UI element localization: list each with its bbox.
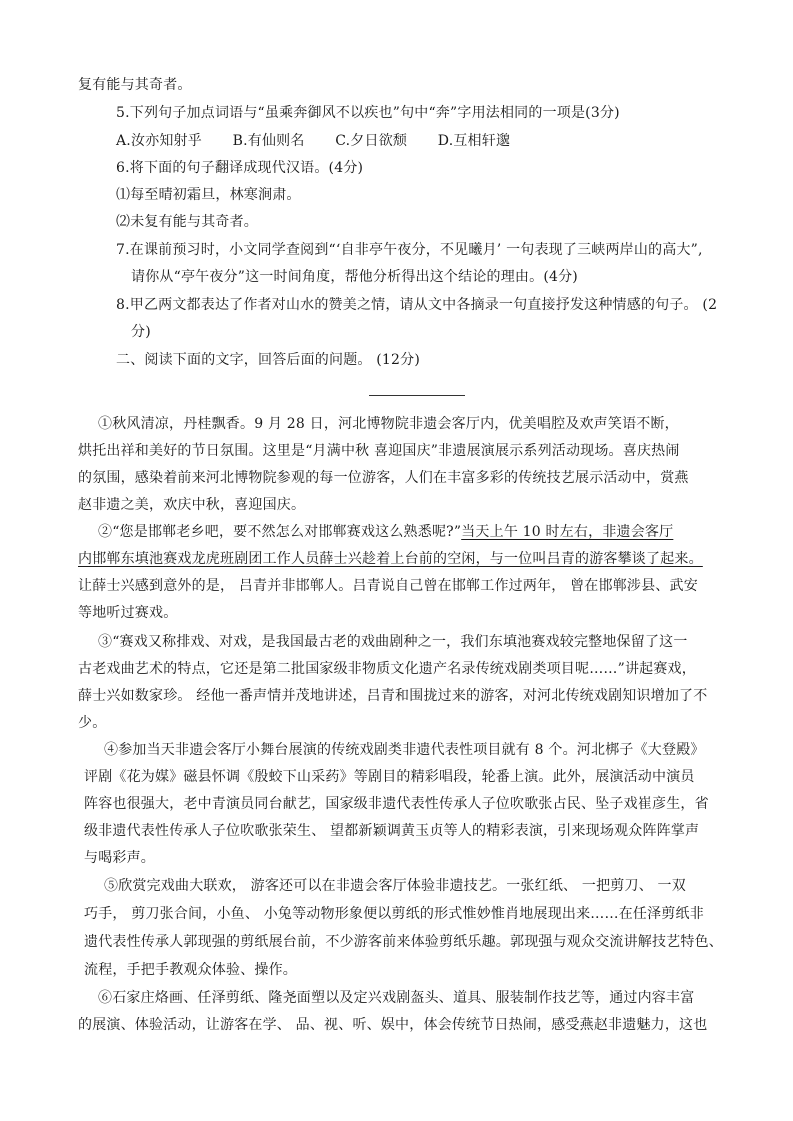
passage-p5-line-3: 遗代表性传承人郭现强的剪纸展台前，不少游客前来体验剪纸乐趣。郭现强与观众交流讲解技艺特色、 bbox=[84, 934, 723, 950]
title-blank-line bbox=[369, 395, 465, 396]
passage-p4-line-5: 与喝彩声。 bbox=[84, 850, 155, 866]
question-6: 6.将下面的句子翻译成现代汉语。(4分) bbox=[116, 160, 364, 176]
passage-p3-line-3: 薛士兴如数家珍。 经他一番声情并茂地讲述，吕青和围拢过来的游客，对河北传统戏剧知识增加了不 bbox=[78, 688, 708, 704]
p2-quote: ②“您是邯郸老乡吧，要不然怎么对邯郸赛戏这么熟悉呢?” bbox=[98, 524, 462, 540]
option-a: A.汝亦知射乎 bbox=[116, 133, 202, 149]
passage-p2-line-4: 等地听过赛戏。 bbox=[78, 605, 178, 621]
question-6-item-2: ⑵未复有能与其奇者。 bbox=[116, 214, 258, 230]
passage-p1-line-1: ①秋风清凉，丹桂飘香。9 月 28 日，河北博物院非遗会客厅内，优美唱腔及欢声笑语不断， bbox=[98, 416, 679, 432]
passage-p5-line-2: 巧手， 剪刀张合间，小鱼、 小兔等动物形象便以剪纸的形式惟妙惟肖地展现出来……在任泽剪纸非 bbox=[84, 906, 704, 922]
passage-p1-line-3: 的氛围，感染着前来河北博物院参观的每一位游客，人们在丰富多彩的传统技艺展示活动中，赏燕 bbox=[78, 470, 689, 486]
passage-p4-line-1: ④参加当天非遗会客厅小舞台展演的传统戏剧类非遗代表性项目就有 8 个。河北梆子《大登殿》 bbox=[104, 742, 705, 758]
question-6-item-1: ⑴每至晴初霜旦，林寒涧肃。 bbox=[116, 187, 301, 203]
passage-p4-line-2: 评剧《花为媒》磁县怀调《殷蛟下山采药》等剧目的精彩唱段，轮番上演。此外，展演活动中演员 bbox=[84, 769, 695, 785]
question-7-line-1: 7.在课前预习时，小文同学查阅到“‘自非亭午夜分，不见曦月’ 一句表现了三峡两岸山的高大”, bbox=[116, 242, 703, 258]
question-5-options bbox=[116, 131, 510, 151]
passage-p4-line-4: 级非遗代表性传承人子位吹歌张荣生、 望都新颖调黄玉贞等人的精彩表演，引来现场观众阵阵掌声 bbox=[84, 823, 700, 839]
continued-line: 复有能与其奇者。 bbox=[78, 77, 192, 93]
passage-p2-line-3: 让薛士兴感到意外的是， 吕青并非邯郸人。吕青说自己曾在邯郸工作过两年， 曾在邯郸涉县、武安 bbox=[78, 578, 698, 594]
passage-p2-underlined-b: 内邯郸东填池赛戏龙虎班剧团工作人员薛士兴趁着上台前的空闲，与一位叫吕青的游客攀谈了起来。 bbox=[78, 551, 703, 567]
passage-p5-line-1: ⑤欣赏完戏曲大联欢， 游客还可以在非遗会客厅体验非遗技艺。一张红纸、 一把剪刀、 一双 bbox=[104, 878, 686, 894]
passage-p6-line-2: 的展演、体验活动，让游客在学、 品、视、听、娱中，体会传统节日热闹，感受燕赵非遗魅力，这也 bbox=[78, 1017, 708, 1033]
passage-p5-line-4: 流程，手把手教观众体验、操作。 bbox=[84, 962, 297, 978]
passage-p1-line-4: 赵非遗之美，欢庆中秋，喜迎国庆。 bbox=[78, 497, 306, 513]
p2-underlined-a: 当天上午 10 时左右，非遗会客厅 bbox=[461, 524, 674, 540]
passage-p1-line-2: 烘托出祥和美好的节日氛围。这里是“月满中秋 喜迎国庆”非遗展演展示系列活动现场。喜庆热闹 bbox=[78, 443, 680, 459]
section-2-heading: 二、阅读下面的文字，回答后面的问题。 (12分) bbox=[116, 352, 420, 368]
question-8-line-1: 8.甲乙两文都表达了作者对山水的赞美之情，请从文中各摘录一句直接抒发这种情感的句子。 (2 bbox=[116, 297, 718, 313]
passage-p4-line-3: 阵容也很强大，老中青演员同台献艺，国家级非遗代表性传承人子位吹歌张占民、坠子戏崔彦生，省 bbox=[84, 796, 709, 812]
option-d: D.互相轩邈 bbox=[437, 133, 511, 149]
passage-p3-line-2: 古老戏曲艺术的特点，它还是第二批国家级非物质文化遗产名录传统戏剧类项目呢……”讲起赛戏， bbox=[78, 661, 696, 677]
option-c: C.夕日欲颓 bbox=[335, 133, 408, 149]
passage-p3-line-1: ③“赛戏又称排戏、对戏，是我国最古老的戏曲剧种之一，我们东填池赛戏较完整地保留了这一 bbox=[98, 634, 688, 650]
passage-p2-line-1 bbox=[98, 522, 673, 542]
question-5: 5.下列句子加点词语与“虽乘奔御风不以疾也”句中“奔”字用法相同的一项是(3分) bbox=[116, 105, 620, 121]
passage-p3-line-4: 少。 bbox=[78, 715, 107, 731]
question-7-line-2: 请你从“亭午夜分”这一时间角度，帮他分析得出这个结论的理由。(4分) bbox=[131, 269, 578, 285]
passage-p6-line-1: ⑥石家庄烙画、任泽剪纸、隆尧面塑以及定兴戏剧盔头、道具、服装制作技艺等，通过内容丰富 bbox=[98, 990, 695, 1006]
option-b: B.有仙则名 bbox=[232, 133, 305, 149]
question-8-line-2: 分) bbox=[131, 324, 151, 340]
